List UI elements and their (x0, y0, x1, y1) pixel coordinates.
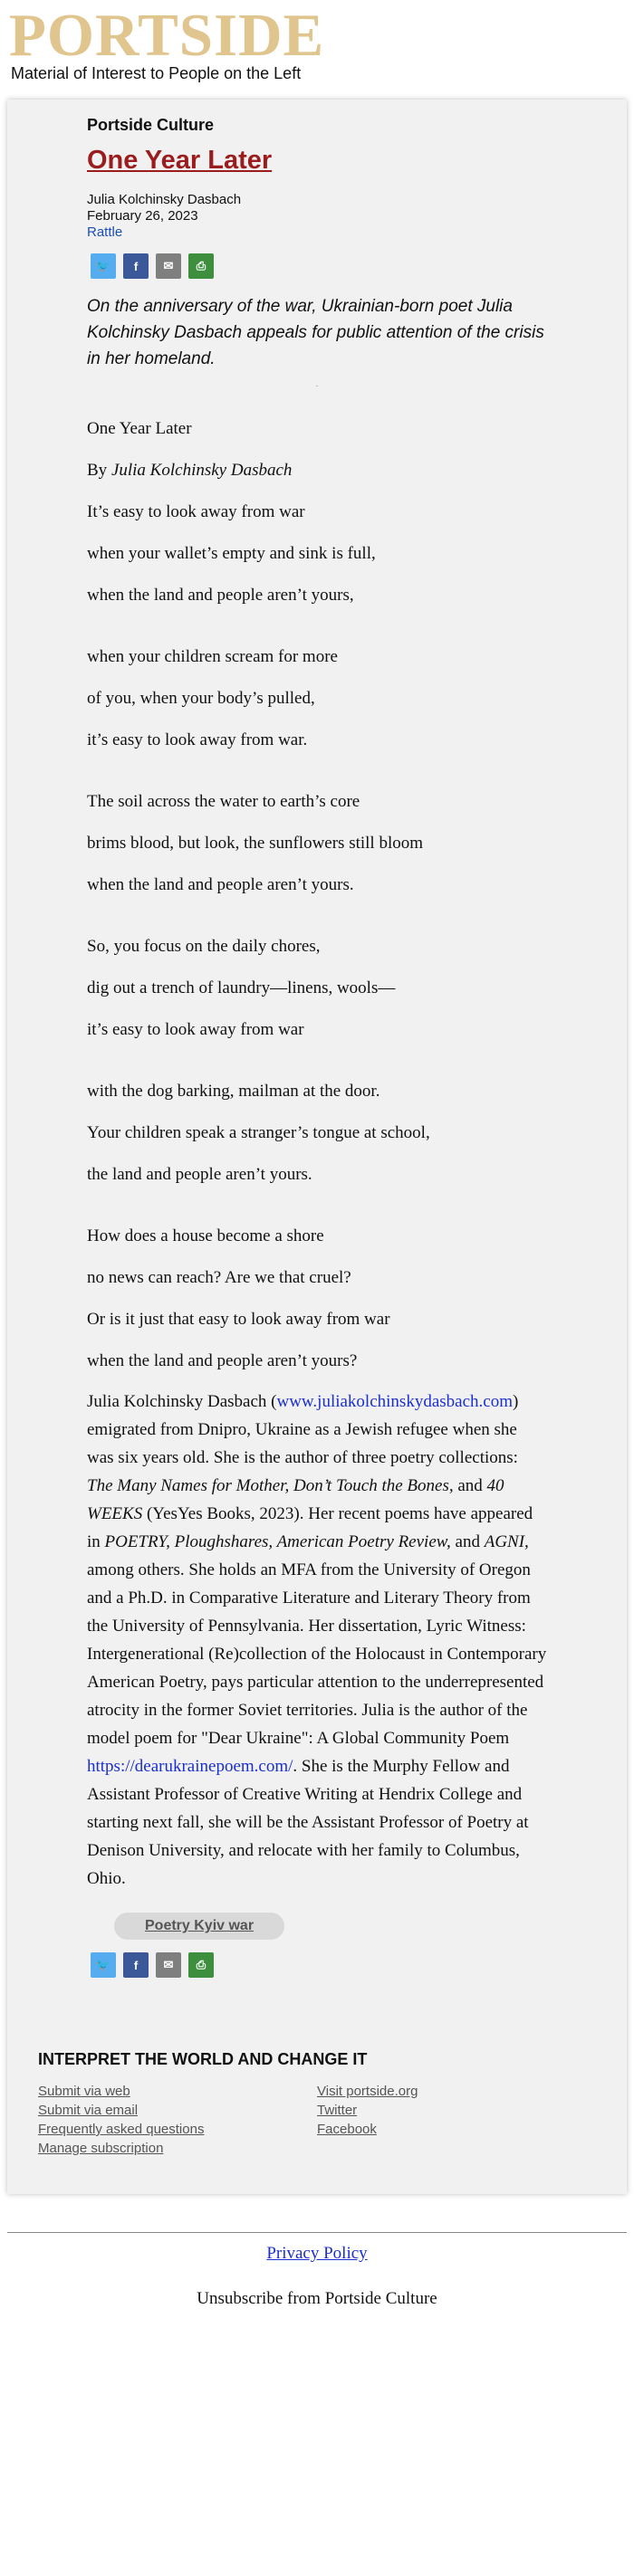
author-name: Julia Kolchinsky Dasbach (87, 192, 242, 207)
poem (87, 419, 547, 1371)
poem-author: Julia Kolchinsky Dasbach (110, 461, 293, 480)
stanza-break (87, 627, 547, 647)
article-card (7, 100, 627, 2194)
author-bio: Julia Kolchinsky Dasbach (www.juliakolchinskydasbach.com) emigrated from Dnipro, Ukraine as a Jewish refugee when she was six years old. She is the author of three poetry collections: The Many Names for Mother, Don’t Touch the Bones, and 40 WEEKS (YesYes Books, 2023). Her recent poems have appeared in POETRY, Ploughshares, American Poetry Review, and AGNI, among others. She holds an MFA from the University of Oregon and a Ph.D. in Comparative Literature and Literary Theory from the University of Pennsylvania. Her dissertation, Lyric Witness: Intergenerational (Re)collection of the Holocaust in Contemporary American Poetry, pays particular attention to the underrepresented atrocity in the former Soviet territories. Julia is the author of the model poem for "Dear Ukraine": A Global Community Poem https://dearukrainepoem.com/. She is the Murphy Fellow and Assistant Professor of Creative Writing at Hendrix College and starting next fall, she will be the Assistant Professor of Poetry at Denison University, and relocate with her family to Columbus, Ohio. (87, 1392, 547, 1888)
poem-line: The soil across the water to earth’s core (87, 792, 360, 811)
poem-line: It’s easy to look away from war (87, 502, 305, 521)
poem-line: when the land and people aren’t yours? (87, 1351, 358, 1370)
email-share-button[interactable]: ✉ (156, 253, 181, 279)
article-meta (87, 192, 547, 241)
footer-link[interactable]: Facebook (317, 2122, 377, 2137)
stanza-break (87, 772, 547, 792)
footer-link[interactable]: Frequently asked questions (38, 2122, 205, 2137)
stanza-break (87, 917, 547, 937)
facebook-share-button[interactable]: f (123, 1952, 149, 1978)
poem-line: with the dog barking, mailman at the door. (87, 1082, 380, 1101)
footer-links-left (38, 2082, 317, 2158)
masthead (0, 0, 634, 100)
footer-box (7, 2014, 627, 2194)
footer-link[interactable]: Twitter (317, 2103, 358, 2118)
footer-link[interactable]: Submit via email (38, 2103, 139, 2118)
poem-byline: By Julia Kolchinsky Dasbach (87, 461, 293, 480)
poem-line: dig out a trench of laundry—linens, wools— (87, 978, 396, 997)
poem-line: Your children speak a stranger’s tongue at school, (87, 1123, 430, 1142)
poem-line: it’s easy to look away from war. (87, 730, 308, 749)
portside-logo[interactable]: PORTSIDE (9, 2, 325, 69)
source-link[interactable]: Rattle (87, 224, 123, 240)
poem-line: Or is it just that easy to look away from war (87, 1310, 390, 1329)
separator-dot: . (315, 379, 319, 389)
poem-line: So, you focus on the daily chores, (87, 937, 321, 956)
footer-link[interactable]: Submit via web (38, 2084, 130, 2099)
tagline: Material of Interest to People on the Left (11, 64, 302, 82)
dear-ukraine-link[interactable]: https://dearukrainepoem.com/ (87, 1757, 293, 1776)
unsubscribe-text[interactable]: Unsubscribe from Portside Culture (197, 2289, 437, 2308)
poem-line: of you, when your body’s pulled, (87, 689, 315, 708)
print-button[interactable]: ⎙ (188, 253, 214, 279)
poem-line: brims blood, but look, the sunflowers still bloom (87, 834, 424, 853)
twitter-share-button[interactable]: 🐦 (91, 253, 116, 279)
share-bar-bottom (91, 1952, 547, 1978)
bottom-links (0, 2233, 634, 2309)
poem-line: when the land and people aren’t yours. (87, 875, 354, 894)
footer-title: INTERPRET THE WORLD AND CHANGE IT (38, 2050, 368, 2068)
footer-links-right (317, 2082, 596, 2158)
poem-line: the land and people aren’t yours. (87, 1165, 312, 1184)
facebook-share-button[interactable]: f (123, 253, 149, 279)
privacy-policy-link[interactable]: Privacy Policy (266, 2244, 368, 2263)
poem-title: One Year Later (87, 419, 192, 438)
footer-link[interactable]: Visit portside.org (317, 2084, 418, 2099)
author-website-link[interactable]: www.juliakolchinskydasbach.com (276, 1392, 513, 1411)
poem-line: when the land and people aren’t yours, (87, 586, 354, 605)
poem-line: when your wallet’s empty and sink is full, (87, 544, 376, 563)
section-label: Portside Culture (87, 116, 215, 134)
email-share-button[interactable]: ✉ (156, 1952, 181, 1978)
publish-date: February 26, 2023 (87, 208, 198, 224)
article-summary: On the anniversary of the war, Ukrainian-born poet Julia Kolchinsky Dasbach appeals for public attention of the crisis in her homeland. (87, 297, 544, 368)
poem-line: How does a house become a shore (87, 1226, 324, 1245)
poem-stanzas (87, 502, 547, 1371)
article-title-link[interactable]: One Year Later (87, 146, 273, 175)
tags-link[interactable]: Poetry Kyiv war (114, 1913, 284, 1940)
poem-line: no news can reach? Are we that cruel? (87, 1268, 351, 1287)
poem-line: when your children scream for more (87, 647, 338, 666)
footer-link[interactable]: Manage subscription (38, 2141, 164, 2156)
stanza-break (87, 1062, 547, 1082)
share-bar (91, 253, 547, 279)
twitter-share-button[interactable]: 🐦 (91, 1952, 116, 1978)
print-button[interactable]: ⎙ (188, 1952, 214, 1978)
poem-line: it’s easy to look away from war (87, 1020, 304, 1039)
stanza-break (87, 1207, 547, 1226)
